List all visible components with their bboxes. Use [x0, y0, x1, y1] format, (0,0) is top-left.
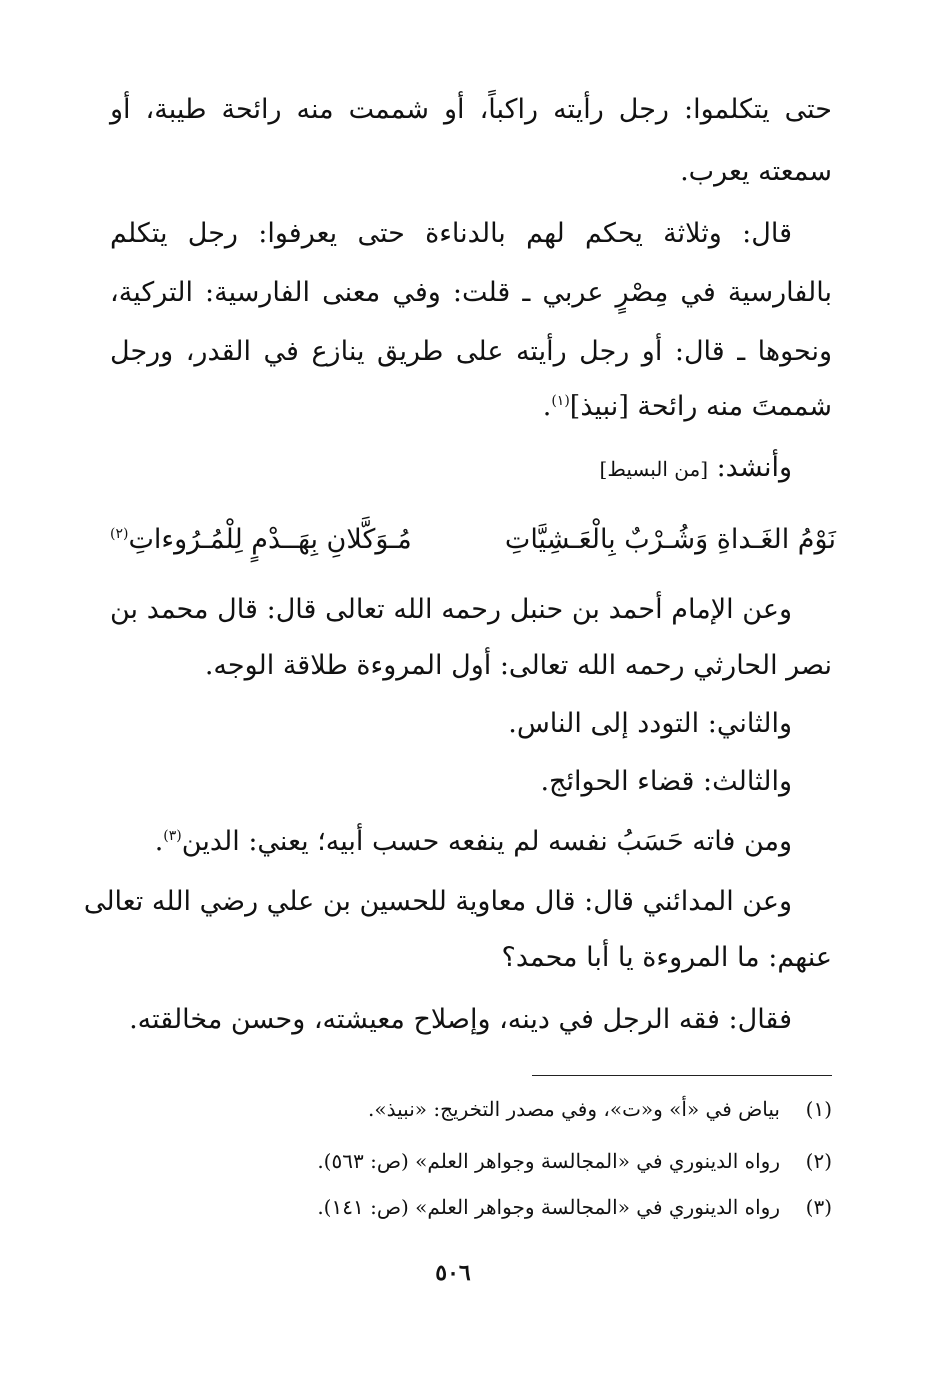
footnote-number: (٣)	[805, 1195, 832, 1219]
footnote-number: (٢)	[805, 1149, 832, 1173]
text-line: بالفارسية في مِصْرٍ عربي ـ قلت: وفي معنى الفارسية: التركية،	[110, 277, 832, 308]
verse-intro	[110, 448, 832, 489]
line-text: ومن فاته حَسَبُ نفسه لم ينفعه حسب أبيه؛ يعني: الدين	[181, 826, 792, 857]
text-line: والثالث: قضاء الحوائج.	[540, 766, 792, 797]
text-line: والثاني: التودد إلى الناس.	[508, 708, 792, 739]
line-text: وأنشد:	[708, 452, 792, 483]
text-line: فقال: فقه الرجل في دينه، وإصلاح معيشته، وحسن مخالقته.	[129, 1004, 792, 1035]
footnote-ref[interactable]: (٢)	[110, 526, 129, 542]
footnote-ref[interactable]: (٣)	[163, 828, 182, 844]
footnote-separator	[532, 1075, 832, 1076]
footnote-item	[110, 1192, 832, 1222]
footnote-text: بياض في «أ» و«ت»، وفي مصدر التخريج: «نبيذ».	[368, 1097, 780, 1121]
footnote-item	[110, 1146, 832, 1176]
text-line: وعن الإمام أحمد بن حنبل رحمه الله تعالى قال: قال محمد بن	[110, 594, 792, 625]
document-page	[83, 90, 836, 1360]
text-line	[110, 387, 832, 427]
footnote-text: رواه الدينوري في «المجالسة وجواهر العلم» (ص: ١٤١).	[317, 1195, 780, 1219]
text-line	[110, 822, 832, 862]
text-line: حتى يتكلموا: رجل رأيته راكباً، أو شممت منه رائحة طيبة، أو	[110, 94, 832, 125]
footnote-number: (١)	[805, 1097, 832, 1121]
footnote-ref[interactable]: (١)	[551, 393, 570, 409]
line-text: شممتَ منه رائحة [نبيذ]	[569, 391, 832, 422]
verse-second-hemistich	[110, 510, 412, 570]
text-line: عنهم: ما المروءة يا أبا محمد؟	[501, 942, 832, 973]
page-number: ٥٠٦	[435, 1260, 471, 1286]
full-stop: .	[154, 826, 164, 857]
footnote-item	[110, 1094, 832, 1124]
footnote-text: رواه الدينوري في «المجالسة وجواهر العلم» (ص: ٥٦٣).	[317, 1149, 780, 1173]
verse-first-hemistich: نَوْمُ الغَـداةِ وَشُـرْبٌ بِالْعَـشِيَّاتِ	[504, 524, 836, 555]
text-line: قال: وثلاثة يحكم لهم بالدناءة حتى يعرفوا: رجل يتكلم	[110, 218, 792, 249]
hemistich-text: مُـوَكَّلانِ بِهَــدْمٍ لِلْمُـرُوءاتِ	[128, 524, 412, 555]
text-line: سمعته يعرب.	[680, 156, 832, 187]
poetry-verse	[110, 510, 836, 570]
full-stop: .	[542, 391, 552, 422]
text-line: ونحوها ـ قال: أو رجل رأيته على طريق ينازع في القدر، ورجل	[110, 336, 832, 367]
text-line: وعن المدائني قال: قال معاوية للحسين بن علي رضي الله تعالى	[83, 886, 792, 917]
meter-label: [من البسيط]	[599, 457, 708, 481]
text-line: نصر الحارثي رحمه الله تعالى: أول المروءة طلاقة الوجه.	[204, 650, 832, 681]
